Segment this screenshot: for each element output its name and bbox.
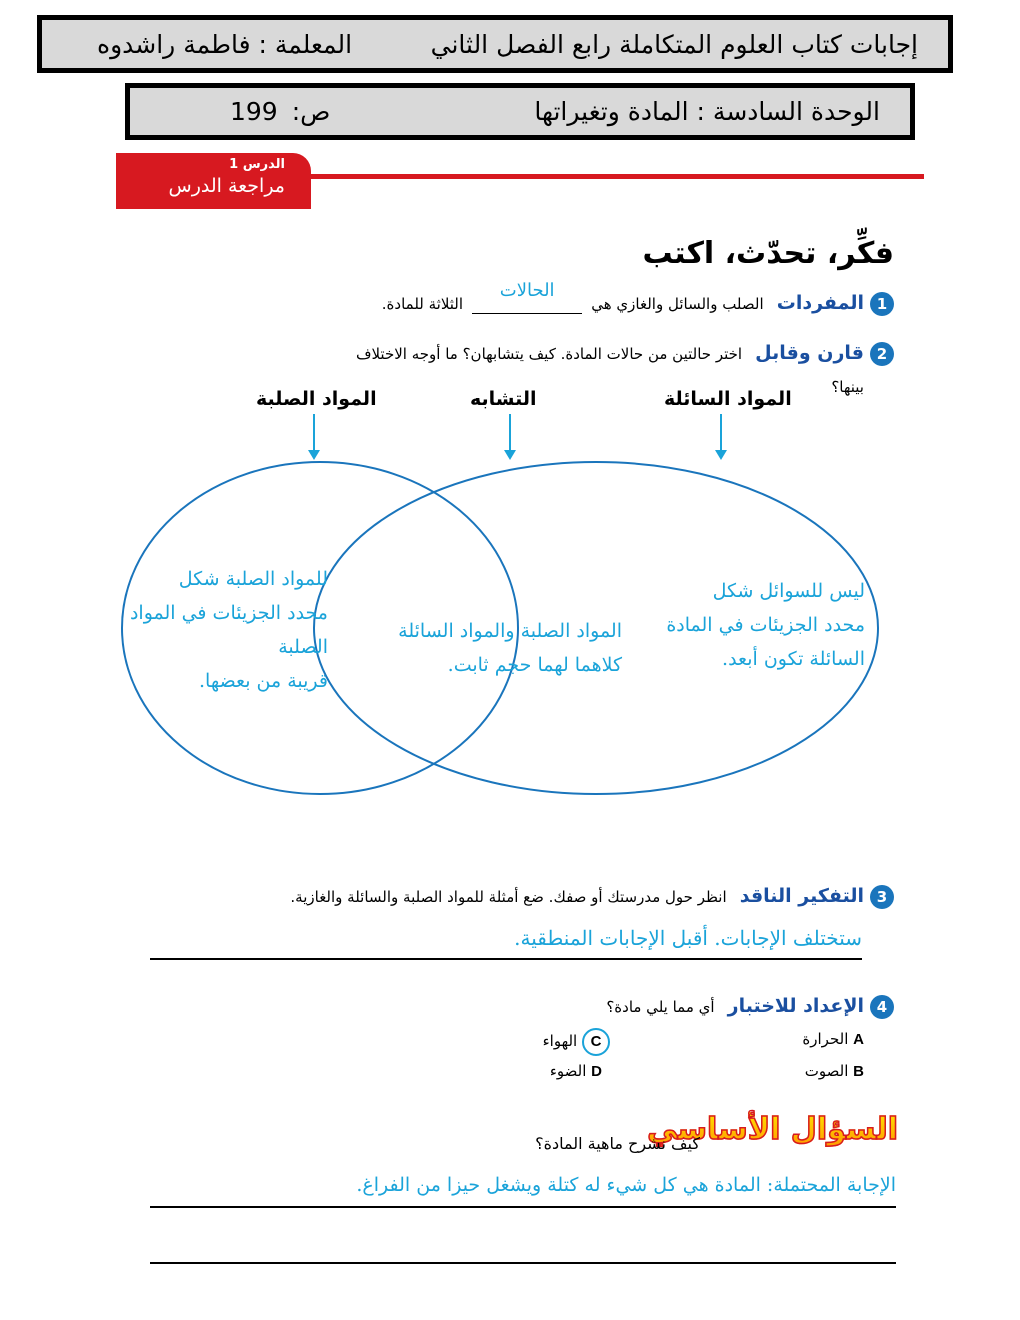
- header-teacher: المعلمة : فاطمة راشدوه: [97, 29, 353, 59]
- q4-text: أي مما يلي مادة؟: [606, 998, 715, 1016]
- page-number: 199: [230, 97, 278, 126]
- q2-key: قارن وقابل: [755, 342, 864, 364]
- venn-solid-line: محدد الجزيئات في المواد: [129, 602, 328, 624]
- q3-line: [290, 885, 864, 907]
- q1-number: 1: [870, 292, 894, 316]
- q3-text: انظر حول مدرستك أو صفك. ضع أمثلة للمواد الصلبة والسائلة والغازية.: [290, 888, 727, 906]
- q4-option-text: الهواء: [542, 1032, 578, 1050]
- q4-option-text: الصوت: [804, 1062, 849, 1080]
- venn-solid-line: الصلبة: [278, 636, 328, 658]
- lesson-number: الدرس 1: [229, 157, 285, 172]
- q3-answer-rule: [150, 958, 862, 960]
- q4-option-text: الضوء: [549, 1062, 587, 1080]
- header-title: إجابات كتاب العلوم المتكاملة رابع الفصل الثاني: [430, 29, 918, 59]
- essential-question: كيف نشرح ماهية المادة؟: [535, 1134, 700, 1153]
- lesson-review: مراجعة الدرس: [168, 175, 285, 197]
- blank-answer-rule: [150, 1262, 896, 1264]
- q4-option-b[interactable]: [805, 1062, 864, 1080]
- q3-answer: ستختلف الإجابات. أقبل الإجابات المنطقية.: [514, 926, 862, 950]
- unit-title: الوحدة السادسة : المادة وتغيراتها: [534, 97, 880, 126]
- venn-solid-text: [130, 562, 328, 698]
- q4-option-letter: D: [591, 1063, 602, 1080]
- q4-option-letter-circled: C: [582, 1028, 610, 1056]
- venn-liquid-line: محدد الجزيئات في المادة: [666, 614, 865, 636]
- q4-option-letter: B: [853, 1063, 864, 1080]
- q1-key: المفردات: [776, 292, 864, 314]
- q2-number: 2: [870, 342, 894, 366]
- venn-solid-line: قريبة من بعضها.: [198, 670, 328, 692]
- q3-number: 3: [870, 885, 894, 909]
- q2-text-line1: اختر حالتين من حالات المادة. كيف يتشابهان؟ ما أوجه الاختلاف: [355, 345, 743, 363]
- venn-title-similar: التشابه: [470, 388, 537, 410]
- venn-similar-text: [398, 614, 622, 682]
- q4-option-d[interactable]: [550, 1062, 602, 1080]
- q4-key: الإعداد للاختبار: [727, 995, 864, 1017]
- venn-similar-line: المواد الصلبة والمواد السائلة: [398, 620, 622, 642]
- essential-answer-rule: [150, 1206, 896, 1208]
- essential-answer: الإجابة المحتملة: المادة هي كل شيء له كتلة ويشغل حيزا من الفراغ.: [356, 1174, 896, 1196]
- q1-answer: الحالات: [499, 280, 555, 301]
- q2-text-line2: بينها؟: [831, 378, 864, 396]
- q4-option-text: الحرارة: [802, 1030, 849, 1048]
- q4-line: [606, 995, 864, 1017]
- venn-liquid-line: السائلة تكون أبعد.: [722, 648, 865, 670]
- q4-option-letter: A: [853, 1031, 864, 1048]
- q3-key: التفكير الناقد: [739, 885, 864, 907]
- section-heading: فكِّر، تحدّث، اكتب: [642, 236, 894, 271]
- venn-similar-line: كلاهما لهما حجم ثابت.: [447, 654, 622, 676]
- venn-title-liquid: المواد السائلة: [664, 388, 792, 410]
- q1-text-before: الصلب والسائل والغازي هي: [591, 295, 764, 313]
- page-label: ص:: [291, 97, 331, 126]
- venn-liquid-line: ليس للسوائل شكل: [712, 580, 865, 602]
- venn-title-solid: المواد الصلبة: [256, 388, 377, 410]
- venn-liquid-text: [666, 574, 865, 676]
- q4-option-c[interactable]: [543, 1028, 610, 1056]
- essential-question-logo: السؤال الأساسي: [647, 1112, 898, 1147]
- q1-text-after: الثلاثة للمادة.: [381, 295, 464, 313]
- venn-solid-line: للمواد الصلبة شكل: [178, 568, 328, 590]
- q4-option-a[interactable]: [802, 1030, 864, 1048]
- q4-number: 4: [870, 995, 894, 1019]
